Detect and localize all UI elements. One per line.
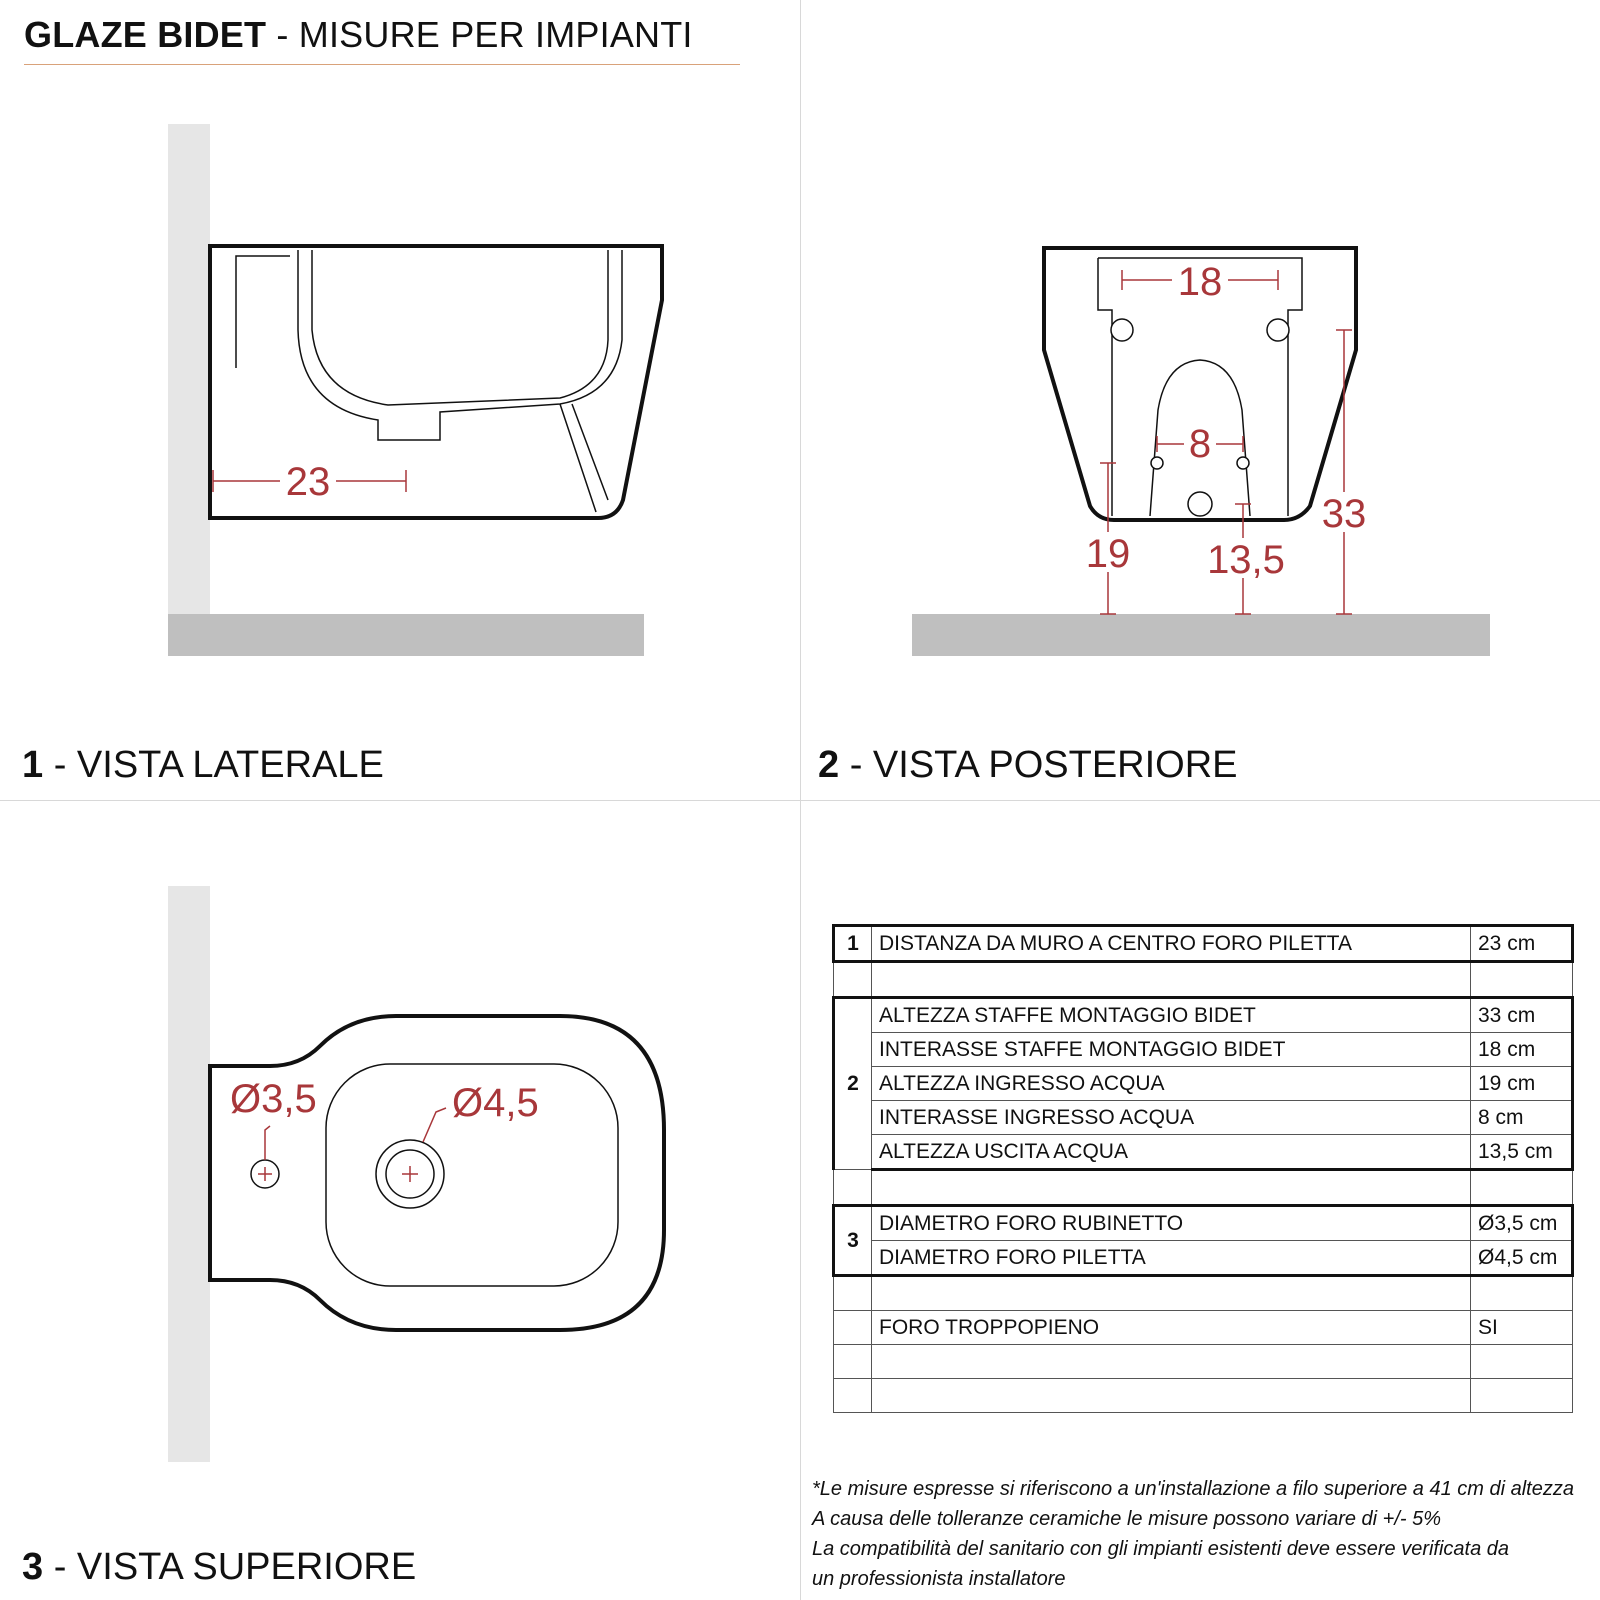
bracket-hole-left bbox=[1111, 319, 1133, 341]
drain-hole-diameter-label: Ø4,5 bbox=[452, 1081, 539, 1125]
table-row bbox=[834, 1276, 1573, 1311]
spec-label: ALTEZZA INGRESSO ACQUA bbox=[872, 1067, 1471, 1101]
table-row bbox=[834, 1101, 1573, 1135]
table-row bbox=[834, 1311, 1573, 1345]
spec-value bbox=[1471, 1345, 1573, 1379]
table-row bbox=[834, 1241, 1573, 1276]
footnote-line: A causa delle tolleranze ceramiche le misure possono variare di +/- 5% bbox=[812, 1508, 1442, 1530]
spec-label bbox=[872, 962, 1471, 998]
view-label-side bbox=[22, 744, 384, 787]
spec-label: FORO TROPPOPIENO bbox=[872, 1311, 1471, 1345]
view-title: - VISTA SUPERIORE bbox=[43, 1546, 417, 1588]
dim-33-label: 33 bbox=[1321, 492, 1367, 536]
footnote-line: un professionista installatore bbox=[812, 1568, 1066, 1590]
spec-table bbox=[832, 924, 1574, 1413]
spec-label: DISTANZA DA MURO A CENTRO FORO PILETTA bbox=[872, 926, 1471, 962]
table-row bbox=[834, 1345, 1573, 1379]
water-outlet bbox=[1188, 492, 1212, 516]
group-number bbox=[834, 1170, 872, 1206]
table-row bbox=[834, 926, 1573, 962]
spec-value: 13,5 cm bbox=[1471, 1135, 1573, 1170]
dim-8-label: 8 bbox=[1188, 422, 1212, 466]
dim-19-label: 19 bbox=[1085, 532, 1131, 576]
view-number: 3 bbox=[22, 1546, 44, 1588]
view-number: 2 bbox=[818, 744, 840, 786]
table-row bbox=[834, 962, 1573, 998]
table-row bbox=[834, 1135, 1573, 1170]
view-label-rear bbox=[818, 744, 1238, 787]
spec-label: ALTEZZA STAFFE MONTAGGIO BIDET bbox=[872, 998, 1471, 1033]
table-row bbox=[834, 1379, 1573, 1413]
view-title: - VISTA POSTERIORE bbox=[839, 744, 1238, 786]
view-title: - VISTA LATERALE bbox=[43, 744, 384, 786]
group-number bbox=[834, 1311, 872, 1345]
spec-value: SI bbox=[1471, 1311, 1573, 1345]
dim-18-label: 18 bbox=[1177, 260, 1223, 304]
top-view-drawing bbox=[0, 800, 800, 1600]
spec-value: 23 cm bbox=[1471, 926, 1573, 962]
wall bbox=[168, 124, 210, 614]
dim-23-label: 23 bbox=[285, 460, 331, 504]
group-number bbox=[834, 1379, 872, 1413]
rear-view-drawing bbox=[800, 0, 1600, 800]
spec-value bbox=[1471, 1379, 1573, 1413]
water-inlet-left bbox=[1151, 457, 1163, 469]
group-number bbox=[834, 1276, 872, 1311]
table-row bbox=[834, 998, 1573, 1033]
water-inlet-right bbox=[1237, 457, 1249, 469]
bidet-outline bbox=[210, 246, 662, 518]
page-title-product: GLAZE BIDET bbox=[24, 14, 267, 55]
floor bbox=[912, 614, 1490, 656]
table-row bbox=[834, 1067, 1573, 1101]
spec-value: 33 cm bbox=[1471, 998, 1573, 1033]
page-title-subtitle: - MISURE PER IMPIANTI bbox=[266, 14, 693, 55]
spec-value bbox=[1471, 1170, 1573, 1206]
table-row bbox=[834, 1033, 1573, 1067]
spec-value bbox=[1471, 962, 1573, 998]
spec-label: ALTEZZA USCITA ACQUA bbox=[872, 1135, 1471, 1170]
footnote-line: La compatibilità del sanitario con gli impianti esistenti deve essere verificata da bbox=[812, 1538, 1510, 1560]
group-number: 2 bbox=[834, 998, 872, 1170]
bracket-hole-right bbox=[1267, 319, 1289, 341]
side-view-drawing bbox=[0, 0, 800, 800]
group-number: 1 bbox=[834, 926, 872, 962]
view-label-top bbox=[22, 1546, 416, 1589]
group-number bbox=[834, 962, 872, 998]
group-number bbox=[834, 1345, 872, 1379]
spec-value: Ø3,5 cm bbox=[1471, 1206, 1573, 1241]
footnote-line: *Le misure espresse si riferiscono a un'installazione a filo superiore a 41 cm di altezza bbox=[812, 1478, 1574, 1500]
footnotes bbox=[812, 1474, 1574, 1594]
floor bbox=[168, 614, 644, 656]
tap-hole-diameter-label: Ø3,5 bbox=[230, 1077, 317, 1121]
spec-value: 18 cm bbox=[1471, 1033, 1573, 1067]
spec-value bbox=[1471, 1276, 1573, 1311]
spec-value: 8 cm bbox=[1471, 1101, 1573, 1135]
spec-label: INTERASSE INGRESSO ACQUA bbox=[872, 1101, 1471, 1135]
spec-label bbox=[872, 1345, 1471, 1379]
wall bbox=[168, 886, 210, 1462]
spec-value: 19 cm bbox=[1471, 1067, 1573, 1101]
spec-label: DIAMETRO FORO RUBINETTO bbox=[872, 1206, 1471, 1241]
spec-label: INTERASSE STAFFE MONTAGGIO BIDET bbox=[872, 1033, 1471, 1067]
view-number: 1 bbox=[22, 744, 44, 786]
spec-label bbox=[872, 1170, 1471, 1206]
table-row bbox=[834, 1170, 1573, 1206]
dim-13-5-label: 13,5 bbox=[1207, 538, 1285, 582]
spec-label: DIAMETRO FORO PILETTA bbox=[872, 1241, 1471, 1276]
spec-label bbox=[872, 1276, 1471, 1311]
group-number: 3 bbox=[834, 1206, 872, 1276]
table-row bbox=[834, 1206, 1573, 1241]
spec-label bbox=[872, 1379, 1471, 1413]
spec-value: Ø4,5 cm bbox=[1471, 1241, 1573, 1276]
